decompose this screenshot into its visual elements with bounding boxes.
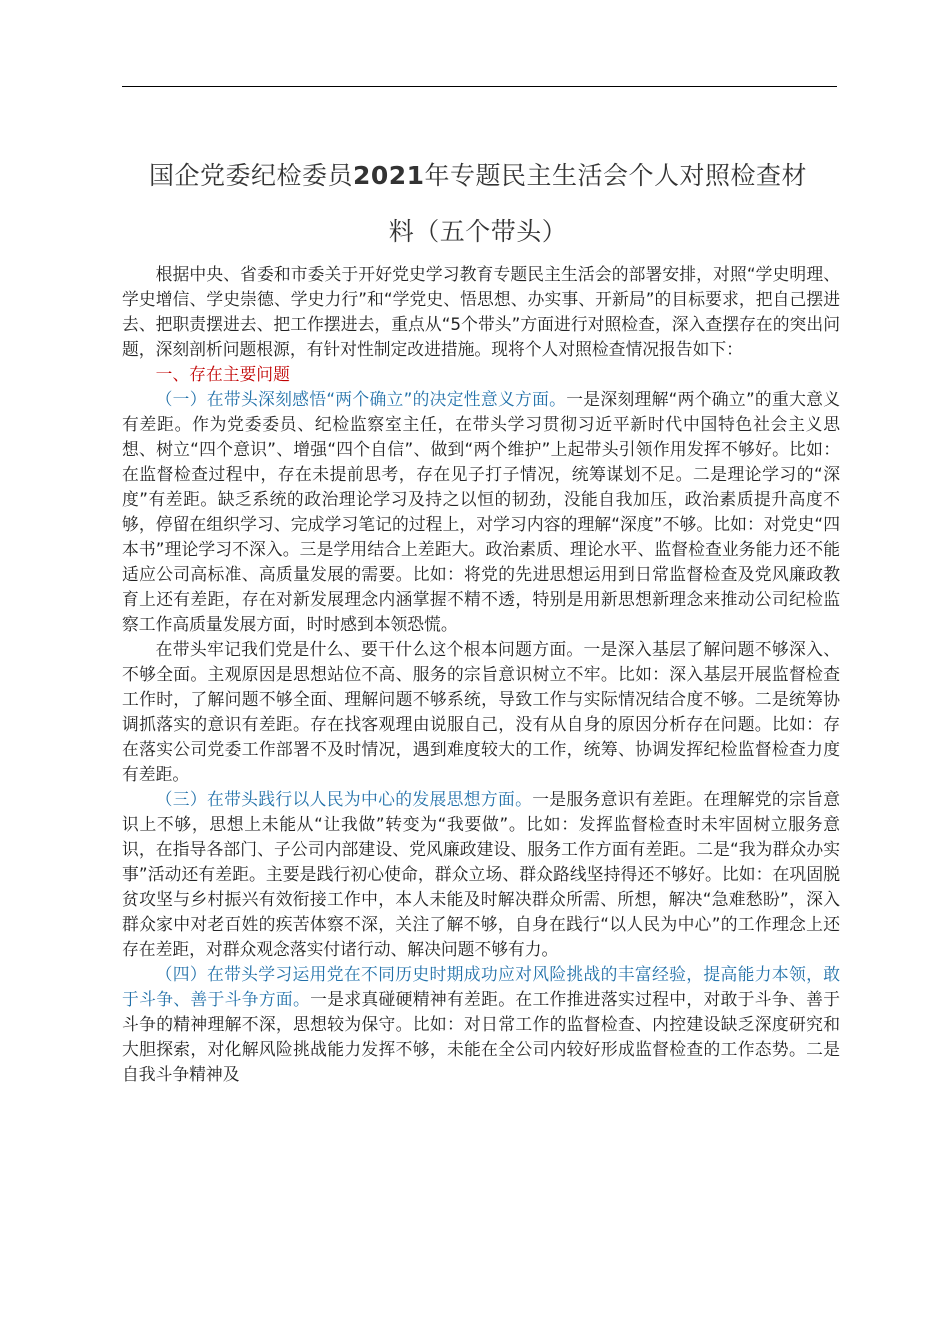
section-heading: 一、存在主要问题 — [155, 364, 290, 384]
paragraph-3-body: 一是服务意识有差距。在理解党的宗旨意识上不够，思想上未能从“让我做”转变为“我要做”。比如：发挥监督检查时未牢固树立服务意识，在指导各部门、子公司内部建设、党风廉政建设、服务工作方面有差距。二是“我为群众办实事”活动还有差距。主要是践行初心使命，群众立场、群众路线坚持得还不够好。比如：在巩固脱贫攻坚与乡村振兴有效衔接工作中，本人未能及时解决群众所需、所想，解决“急难愁盼”，深入群众家中对老百姓的疾苦体察不深，关注了解不够，自身在践行“以人民为中心”的工作理念上还存在差距，对群众观念落实付诸行动、解决问题不够有力。 — [122, 789, 840, 959]
intro-paragraph: 根据中央、省委和市委关于开好党史学习教育专题民主生活会的部署安排，对照“学史明理、学史增信、学史崇德、学史力行”和“学党史、悟思想、办实事、开新局”的目标要求，把自己摆进去、把职责摆进去、把工作摆进去，重点从“5个带头”方面进行对照检查，深入查摆存在的突出问题，深刻剖析问题根源，有针对性制定改进措施。现将个人对照检查情况报告如下： — [122, 264, 840, 359]
document-title — [118, 148, 838, 260]
paragraph-3-heading: （三）在带头践行以人民为中心的发展思想方面。 — [155, 789, 533, 809]
paragraph-4 — [122, 962, 840, 1087]
title-line-1: 国企党委纪检委员2021年专题民主生活会个人对照检查材 — [148, 161, 808, 190]
paragraph-1-body: 一是深刻理解“两个确立”的重大意义有差距。作为党委委员、纪检监察室主任，在带头学习贯彻习近平新时代中国特色社会主义思想、树立“四个意识”、增强“四个自信”、做到“两个维护”上起带头引领作用发挥不够好。比如：在监督检查过程中，存在未提前思考，存在见子打子情况，统筹谋划不足。二是理论学习的“深度”有差距。缺乏系统的政治理论学习及持之以恒的韧劲，没能自我加压，政治素质提升高度不够，停留在组织学习、完成学习笔记的过程上，对学习内容的理解“深度”不够。比如：对党史“四本书”理论学习不深入。三是学用结合上差距大。政治素质、理论水平、监督检查业务能力还不能适应公司高标准、高质量发展的需要。比如：将党的先进思想运用到日常监督检查及党风廉政教育上还有差距，存在对新发展理念内涵掌握不精不透，特别是用新思想新理念来推动公司纪检监察工作高质量发展方面，时时感到本领恐慌。 — [122, 389, 841, 634]
title-line-2: 料（五个带头） — [388, 217, 568, 246]
document-body — [122, 262, 840, 1087]
header-rule — [122, 86, 837, 87]
title-year: 2021 — [352, 161, 425, 190]
paragraph-1 — [122, 387, 840, 637]
paragraph-4-heading: （四）在带头学习运用党在不同历史时期成功应对风险挑战的丰富经验，提高能力本领，敢于斗争、善于斗争方面。 — [122, 964, 840, 1009]
paragraph-3 — [122, 787, 840, 962]
paragraph-2: 在带头牢记我们党是什么、要干什么这个根本问题方面。一是深入基层了解问题不够深入、不够全面。主观原因是思想站位不高、服务的宗旨意识树立不牢。比如：深入基层开展监督检查工作时，了解问题不够全面、理解问题不够系统，导致工作与实际情况结合度不够。二是统筹协调抓落实的意识有差距。存在找客观理由说服自己，没有从自身的原因分析存在问题。比如：存在落实公司党委工作部署不及时情况，遇到难度较大的工作，统筹、协调发挥纪检监督检查力度有差距。 — [122, 639, 840, 784]
paragraph-1-heading: （一）在带头深刻感悟“两个确立”的决定性意义方面。 — [155, 389, 567, 409]
paragraph-4-body: 一是求真碰硬精神有差距。在工作推进落实过程中，对敢于斗争、善于斗争的精神理解不深，思想较为保守。比如：对日常工作的监督检查、内控建设缺乏深度研究和大胆探索，对化解风险挑战能力发挥不够，未能在全公司内较好形成监督检查的工作态势。二是自我斗争精神及 — [122, 989, 840, 1084]
